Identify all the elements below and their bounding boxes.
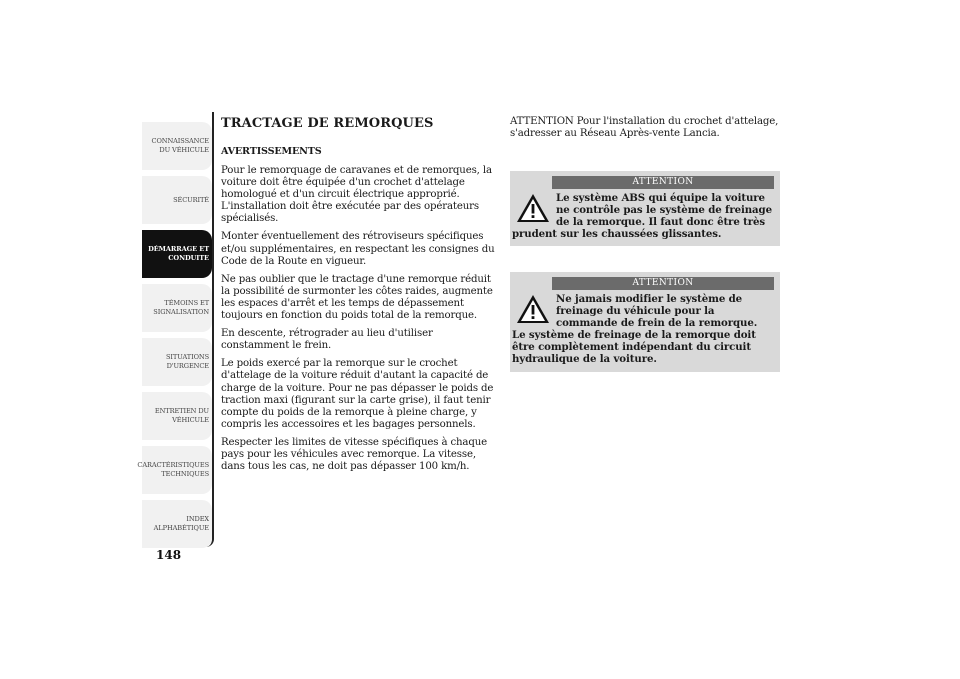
warning-box-abs [510, 171, 780, 246]
right-column [510, 116, 782, 140]
tab-label: INDEX ALPHABÉTIQUE [153, 515, 209, 532]
paragraph: Le poids exercé par la remorque sur le crochet d'attelage de la voiture réduit d'autant la capacité de charge de la voiture. Pour ne pas dépasser le poids de traction maxi (figurant sur la carte grise), il faut tenir compte du poids de la remorque à pleine charge, y compris les accessoires et les bagages personnels. [221, 358, 494, 430]
section-subtitle: AVERTISSEMENTS [221, 146, 322, 157]
section-title: TRACTAGE DE REMORQUES [221, 116, 434, 131]
warning-heading: ATTENTION [552, 176, 774, 189]
paragraph: En descente, rétrograder au lieu d'utiliser constamment le frein. [221, 328, 433, 352]
left-column [221, 116, 496, 479]
warning-heading: ATTENTION [552, 277, 774, 290]
paragraph: Ne pas oublier que le tractage d'une remorque réduit la possibilité de surmonter les côtes raides, augmente les espaces d'arrêt et les temps de dépassement toujours en fonction du poids total de la remorque. [221, 273, 493, 322]
tab-index-alphabetique[interactable] [142, 500, 212, 548]
attention-note: ATTENTION Pour l'installation du crochet d'attelage, s'adresser au Réseau Après-vente Lancia. [510, 116, 779, 140]
warning-triangle-icon [516, 193, 550, 223]
page-number: 148 [156, 548, 182, 562]
tab-label: SITUATIONS D'URGENCE [166, 353, 209, 370]
tab-connaissance-du-vehicule[interactable] [142, 122, 212, 170]
tab-situations-d-urgence[interactable] [142, 338, 212, 386]
tab-securite[interactable] [142, 176, 212, 224]
paragraph: Pour le remorquage de caravanes et de remorques, la voiture doit être équipée d'un crochet d'attelage homologué et d'un circuit électrique approprié. L'installation doit être exécutée par des opérateurs spécialisés. [221, 165, 492, 225]
warning-text: Le système ABS qui équipe la voiture ne contrôle pas le système de freinage de la remorque. Il faut donc être très prudent sur les chaussées glissantes. [512, 192, 772, 241]
tab-label: DÉMARRAGE ET CONDUITE [148, 245, 209, 262]
paragraph: Respecter les limites de vitesse spécifiques à chaque pays pour les véhicules avec remorque. La vitesse, dans tous les cas, ne doit pas dépasser 100 km/h. [221, 436, 488, 473]
tab-temoins-et-signalisation[interactable] [142, 284, 212, 332]
warning-box-brake-system [510, 272, 780, 372]
warning-text: Ne jamais modifier le système de freinage du véhicule pour la commande de frein de la remorque. Le système de freinage de la remorque doit être complètement indépendant du circuit hydraulique de la voiture. [512, 293, 758, 366]
warning-triangle-icon [516, 294, 550, 324]
tab-demarrage-et-conduite[interactable] [142, 230, 212, 278]
tab-label: TÉMOINS ET SIGNALISATION [153, 299, 209, 316]
tab-label: CARACTÉRISTIQUES TECHNIQUES [137, 461, 209, 478]
tab-label: CONNAISSANCE DU VÉHICULE [151, 137, 209, 154]
tab-entretien-du-vehicule[interactable] [142, 392, 212, 440]
tab-caracteristiques-techniques[interactable] [137, 446, 212, 494]
paragraph: Monter éventuellement des rétroviseurs spécifiques et/ou supplémentaires, en respectant les consignes du Code de la Route en vigueur. [221, 231, 495, 267]
tab-label: ENTRETIEN DU VÉHICULE [154, 407, 209, 424]
chapter-tabs [137, 112, 214, 547]
tab-label: SÉCURITÉ [173, 195, 209, 204]
